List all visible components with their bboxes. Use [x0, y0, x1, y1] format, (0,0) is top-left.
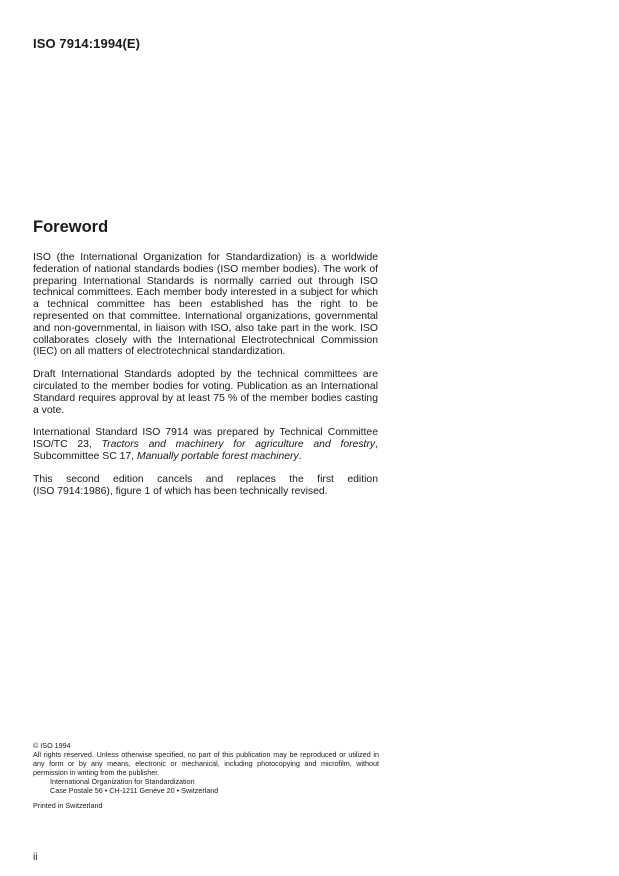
- subcommittee-title: Manually portable forest machinery: [136, 450, 299, 462]
- prepared-by-mid: , Subcommittee SC 17,: [33, 439, 378, 462]
- committee-title: Tractors and machinery for agriculture and forestry: [101, 439, 376, 451]
- organization-name: International Organization for Standardization: [50, 777, 195, 786]
- paragraph-iso-description: ISO (the International Organization for Standardization) is a worldwide federation of national standards bodies (ISO member bodies). The work of preparing International Standards is normally carried out through ISO technical committees. Each member body interested in a subject for which a technical committee has been established has the right to be represented on that committee. International organizations, governmental and non-governmental, in liaison with ISO, also take part in the work. ISO collaborates closely with the International Electrotechnical Commission (IEC) on all matters of electrotechnical standardization.: [33, 252, 378, 358]
- rights-statement: All rights reserved. Unless otherwise specified, no part of this publication may be reproduced or utilized in any form or by any means, electronic or mechanical, including photocopying and microfilm, without permission in writing from the publisher.: [33, 750, 379, 777]
- page-number: ii: [33, 852, 38, 863]
- foreword-body: [33, 252, 378, 508]
- prepared-by-prefix: International Standard ISO 7914 was prepared by Technical Committee ISO/TC 23,: [33, 427, 378, 451]
- edition-line-1: This second edition cancels and replaces the first edition: [33, 473, 378, 485]
- printed-in: Printed in Switzerland: [33, 801, 103, 810]
- foreword-heading: Foreword: [33, 218, 109, 236]
- copyright-block: [33, 741, 379, 810]
- paragraph-edition: [33, 474, 378, 498]
- organization-address: Case Postale 56 • CH-1211 Genève 20 • Switzerland: [50, 786, 219, 795]
- edition-line-2: (ISO 7914:1986), figure 1 of which has been technically revised.: [33, 485, 328, 497]
- prepared-by-suffix: .: [298, 450, 302, 462]
- document-id: ISO 7914:1994(E): [33, 36, 141, 51]
- paragraph-prepared-by: [33, 427, 378, 462]
- paragraph-draft-standards: Draft International Standards adopted by the technical committees are circulated to the member bodies for voting. Publication as an International Standard requires approval by at least 75 % of the member bodies casting a vote.: [33, 369, 378, 416]
- copyright-notice: © ISO 1994: [33, 741, 71, 750]
